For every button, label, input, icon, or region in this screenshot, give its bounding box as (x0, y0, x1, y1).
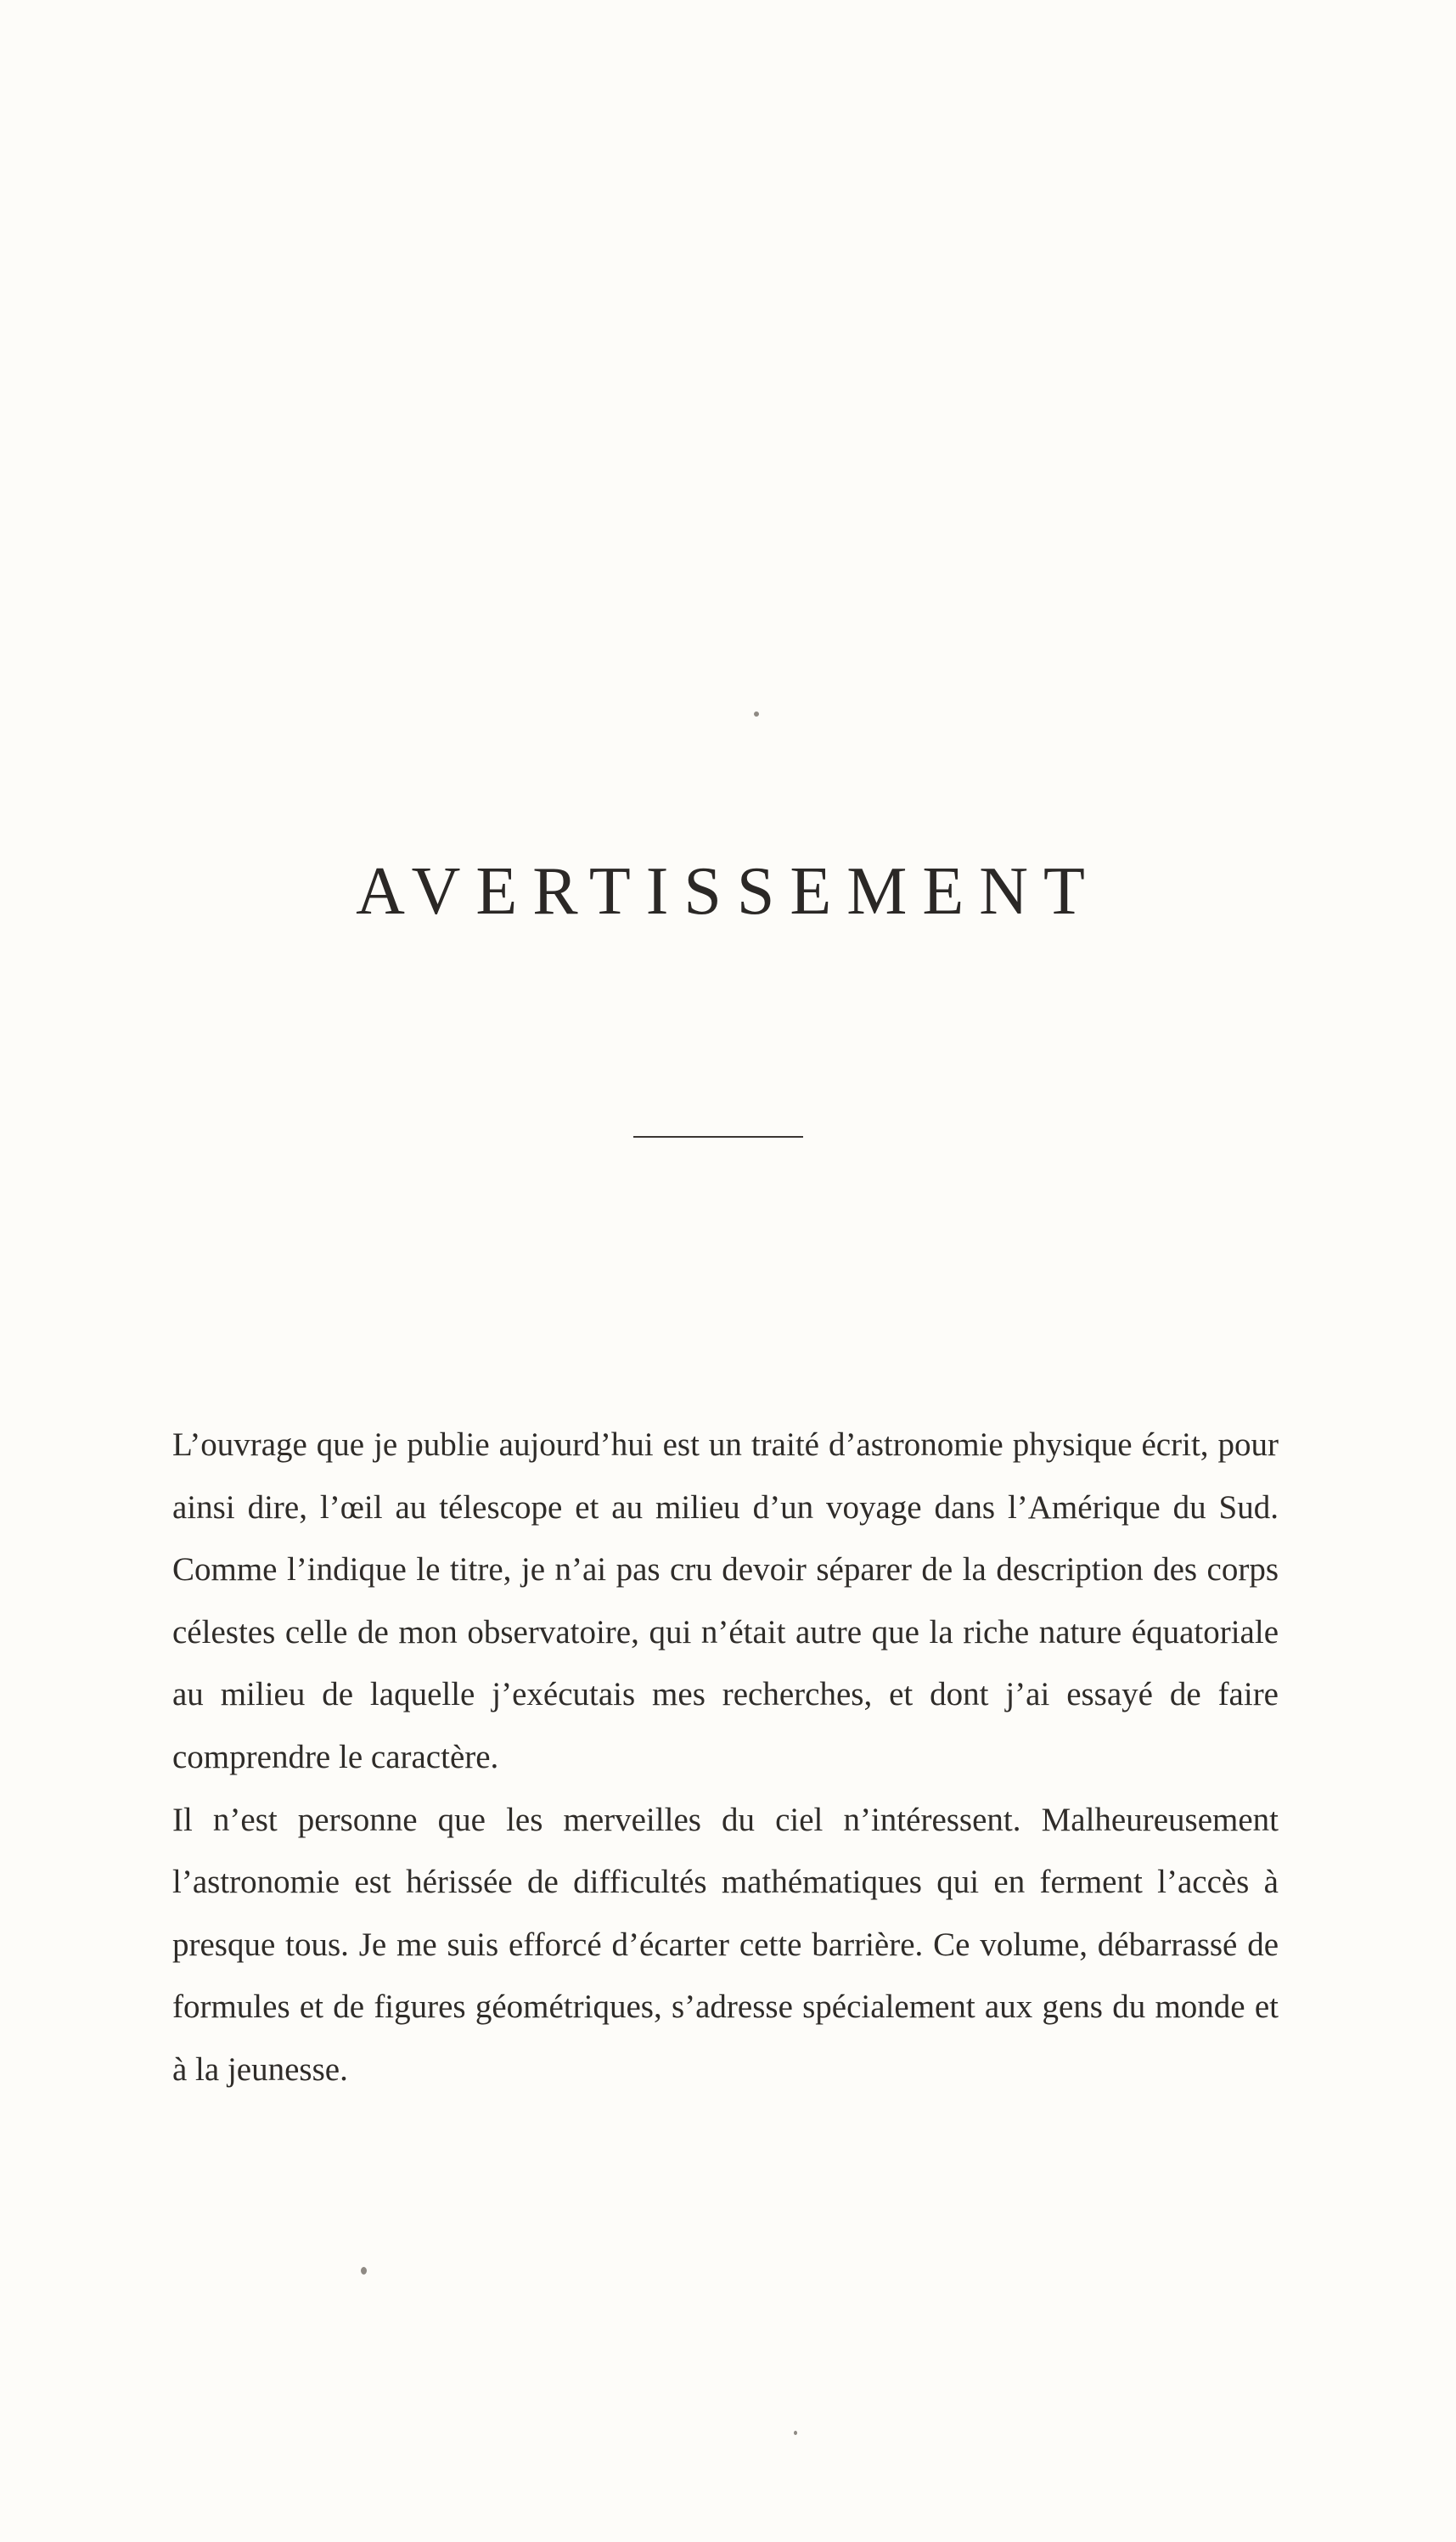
body-text (172, 1414, 1279, 2101)
page-title: AVERTISSEMENT (356, 854, 1100, 929)
print-speck (361, 2267, 367, 2275)
paragraph-2: Il n’est personne que les merveilles du ciel n’intéressent. Malheureusement l’astronomie est hérissée de difficultés mathématiques qui en ferment l’accès à presque tous. Je me suis efforcé d’écarter cette barrière. Ce volume, débarrassé de formules et de figures géométriques, s’adresse spécialement aux gens du monde et à la jeunesse. (172, 1801, 1279, 2088)
paragraph-1: L’ouvrage que je publie aujourd’hui est un traité d’astronomie physique écrit, pour ainsi dire, l’œil au télescope et au milieu d’un voyage dans l’Amérique du Sud. Comme l’indique le titre, je n’ai pas cru devoir séparer de la description des corps célestes celle de mon observatoire, qui n’était autre que la riche nature équatoriale au milieu de laquelle j’exécutais mes recherches, et dont j’ai essayé de faire comprendre le caractère. (172, 1426, 1279, 1775)
title-divider (633, 1136, 803, 1138)
print-speck (754, 711, 759, 717)
print-speck (794, 2431, 797, 2435)
